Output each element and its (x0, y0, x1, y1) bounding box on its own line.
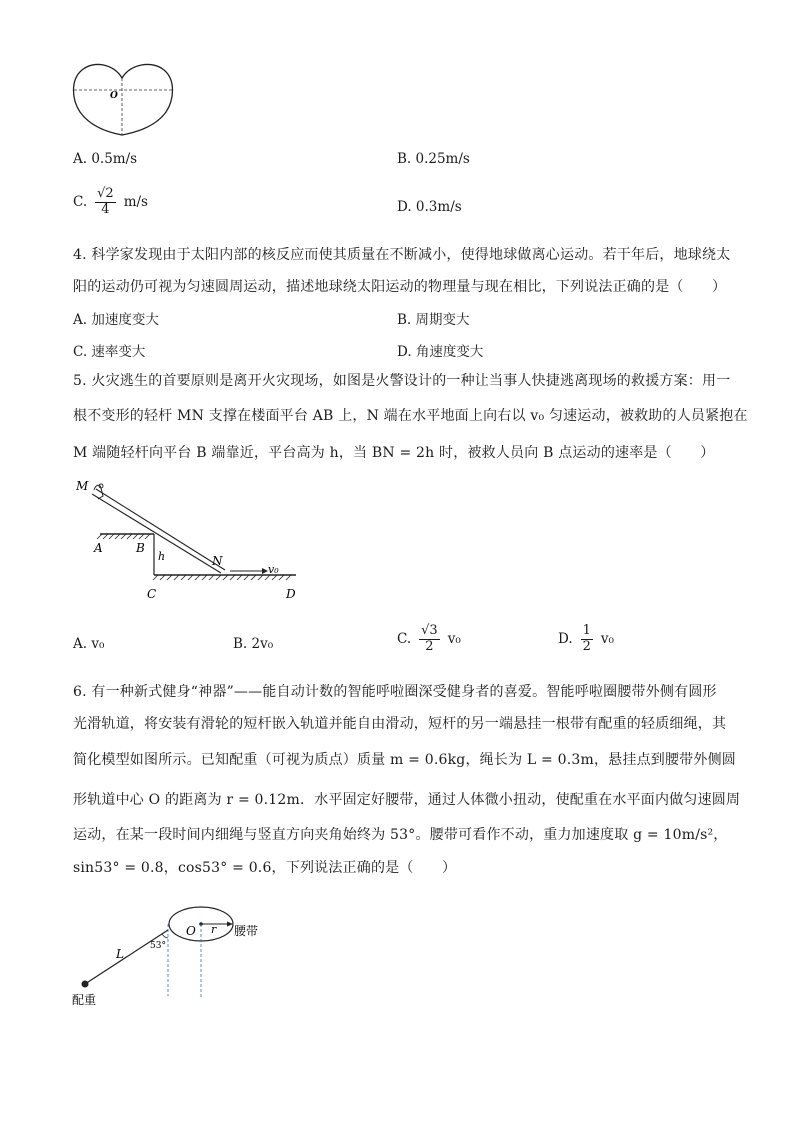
q5-option-d[interactable] (558, 624, 614, 655)
q3-option-c[interactable] (73, 187, 148, 218)
q6-stem-line6: sin53° = 0.8，cos53° = 0.6，下列说法正确的是（ ） (73, 860, 457, 876)
q3-option-c-fraction (95, 187, 116, 218)
q6-stem-line1: 6. 有一种新式健身“神器”——能自动计数的智能呼啦圈深受健身者的喜爱。智能呼啦圈腰带外侧有圆形 (73, 684, 717, 700)
q6-stem-line5: 运动，在某一段时间内细绳与竖直方向夹角始终为 53°。腰带可看作不动，重力加速度取 g = 10m/s²， (73, 827, 728, 843)
label-r: r (211, 923, 217, 936)
label-angle: 53° (150, 941, 166, 951)
label-o: O (186, 924, 196, 938)
q4-option-c[interactable]: C. 速率变大 (73, 344, 146, 360)
q6-stem-line3: 简化模型如图所示。已知配重（可视为质点）质量 m = 0.6kg，绳长为 L = 0.3m，悬挂点到腰带外侧圆 (73, 752, 736, 768)
q5-option-c-denominator: 2 (425, 638, 434, 654)
counterweight (82, 981, 89, 988)
label-v0: v₀ (268, 563, 279, 576)
label-m: M (76, 479, 89, 493)
heart-label-o: O (110, 91, 118, 101)
hula-hoop-figure (68, 898, 288, 1010)
q5-option-c[interactable] (397, 624, 461, 655)
q5-stem-line2: 根不变形的轻杆 MN 支撑在楼面平台 AB 上，N 端在水平地面上向右以 v₀ 匀速运动，被救助的人员紧抱在 (73, 408, 748, 424)
rescued-person-icon (94, 485, 103, 499)
q4-stem-line1: 4. 科学家发现由于太阳内部的核反应而使其质量在不断减小，使得地球做离心运动。若干年后，地球绕太 (73, 247, 731, 263)
q5-option-a[interactable]: A. v₀ (73, 636, 105, 652)
q5-stem-line3: M 端随轻杆向平台 B 端靠近，平台高为 h，当 BN = 2h 时，被救人员向 B 点运动的速率是（ ） (73, 445, 715, 461)
platform-hatch (97, 534, 150, 539)
q5-option-d-unit: v₀ (600, 631, 614, 648)
q4-option-d[interactable]: D. 角速度变大 (397, 344, 484, 360)
q3-option-c-unit: m/s (123, 194, 148, 211)
angle-arc (162, 934, 168, 938)
q4-option-b[interactable]: B. 周期变大 (397, 312, 470, 328)
q4-stem-line2: 阳的运动仍可视为匀速圆周运动，描述地球绕太阳运动的物理量与现在相比，下列说法正确的是（ ） (73, 279, 727, 295)
string-l (85, 930, 168, 984)
rescue-rod-figure (68, 472, 308, 607)
q5-option-c-fraction (419, 624, 440, 655)
radius-arrow-head (227, 922, 233, 927)
q5-option-c-numerator: √3 (421, 623, 438, 638)
q3-option-c-denominator: 4 (101, 201, 110, 217)
q5-option-d-fraction (581, 624, 593, 655)
q5-option-c-prefix: C. (397, 631, 412, 648)
q5-option-d-numerator: 1 (582, 623, 591, 638)
q6-stem-line4: 形轨道中心 O 的距离为 r = 0.12m．水平固定好腰带，通过人体微小扭动，使配重在水平面内做匀速圆周 (73, 792, 741, 808)
q5-option-d-prefix: D. (558, 631, 573, 648)
label-n: N (212, 554, 223, 568)
label-b: B (136, 541, 145, 555)
label-h: h (158, 550, 166, 563)
q3-option-c-prefix: C. (73, 194, 88, 211)
q5-stem-line1: 5. 火灾逃生的首要原则是离开火灾现场，如图是火警设计的一种让当事人快捷逃离现场的救援方案：用一 (73, 373, 731, 389)
label-d: D (286, 587, 296, 601)
q5-option-b[interactable]: B. 2v₀ (233, 636, 274, 652)
heart-outline (74, 64, 173, 135)
q3-option-b[interactable]: B. 0.25m/s (397, 151, 470, 167)
q5-option-c-unit: v₀ (447, 631, 461, 648)
label-belt: 腰带 (234, 924, 259, 938)
label-c: C (147, 587, 157, 601)
q6-stem-line2: 光滑轨道，将安装有滑轮的短杆嵌入轨道并能自由滑动，短杆的另一端悬挂一根带有配重的轻质细绳，其 (73, 716, 727, 732)
q5-option-d-denominator: 2 (582, 638, 591, 654)
heart-figure (68, 60, 178, 140)
q3-option-d[interactable]: D. 0.3m/s (397, 199, 462, 215)
q4-option-a[interactable]: A. 加速度变大 (73, 312, 159, 328)
q3-option-c-numerator: √2 (97, 186, 114, 201)
label-l: L (116, 947, 124, 961)
label-a: A (94, 541, 103, 555)
label-weight: 配重 (72, 993, 97, 1007)
q3-option-a[interactable]: A. 0.5m/s (73, 151, 138, 167)
